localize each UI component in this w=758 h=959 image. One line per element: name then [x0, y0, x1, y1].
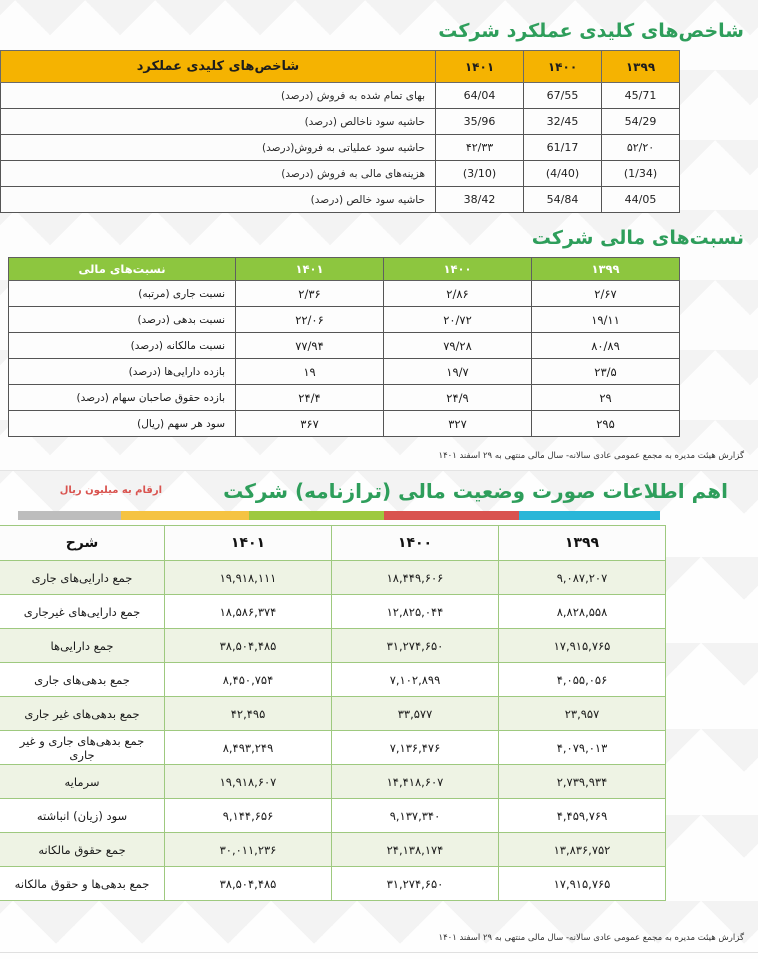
balance-cell-1399: ۱۷,۹۱۵,۷۶۵ [499, 867, 666, 901]
kpi-cell-1401: 64/04 [436, 83, 524, 109]
balance-row-label: جمع بدهی‌های غیر جاری [0, 697, 165, 731]
table-row [1, 135, 680, 161]
table-row [0, 697, 666, 731]
balance-row-label: جمع بدهی‌ها و حقوق مالکانه [0, 867, 165, 901]
table-row [0, 867, 666, 901]
balance-row-label: سرمایه [0, 765, 165, 799]
balance-header-year-1401: ۱۴۰۱ [165, 526, 332, 561]
balance-row-label: جمع دارایی‌های غیرجاری [0, 595, 165, 629]
kpi-cell-1401: ۴۲/۳۳ [436, 135, 524, 161]
kpi-cell-1400: 54/84 [524, 187, 602, 213]
color-bar-segment-3 [249, 511, 384, 520]
ratio-cell-1401: ۲۲/۰۶ [236, 307, 384, 333]
ratio-row-label: نسبت جاری (مرتبه) [9, 281, 236, 307]
kpi-header-label: شاخص‌های کلیدی عملکرد [1, 51, 436, 83]
kpi-cell-1400: 67/55 [524, 83, 602, 109]
table-row [9, 307, 680, 333]
ratio-row-label: نسبت بدهی (درصد) [9, 307, 236, 333]
balance-row-label: جمع حقوق مالکانه [0, 833, 165, 867]
ratio-cell-1399: ۱۹/۱۱ [532, 307, 680, 333]
balance-unit-note: ارقام به میلیون ریال [59, 485, 162, 496]
ratio-cell-1401: ۳۶۷ [236, 411, 384, 437]
table-row [9, 359, 680, 385]
kpi-header-year-1400: ۱۴۰۰ [524, 51, 602, 83]
balance-cell-1400: ۲۴,۱۳۸,۱۷۴ [332, 833, 499, 867]
balance-cell-1401: ۴۲,۴۹۵ [165, 697, 332, 731]
balance-row-label: جمع دارایی‌های جاری [0, 561, 165, 595]
balance-cell-1399: ۴,۴۵۹,۷۶۹ [499, 799, 666, 833]
ratio-cell-1401: ۲۴/۴ [236, 385, 384, 411]
table-row [0, 629, 666, 663]
kpi-cell-1399: ۵۲/۲۰ [602, 135, 680, 161]
report-page-top [0, 0, 758, 470]
kpi-section-title: شاخص‌های کلیدی عملکرد شرکت [438, 20, 744, 42]
balance-section-header [0, 471, 758, 525]
ratio-cell-1400: ۲۰/۷۲ [384, 307, 532, 333]
decorative-color-bar [18, 511, 660, 520]
kpi-cell-1400: 61/17 [524, 135, 602, 161]
footer-divider [0, 952, 758, 953]
balance-cell-1399: ۲۳,۹۵۷ [499, 697, 666, 731]
kpi-row-label: حاشیه سود ناخالص (درصد) [1, 109, 436, 135]
balance-cell-1399: ۸,۸۲۸,۵۵۸ [499, 595, 666, 629]
balance-cell-1400: ۱۴,۴۱۸,۶۰۷ [332, 765, 499, 799]
balance-cell-1400: ۹,۱۳۷,۳۴۰ [332, 799, 499, 833]
balance-cell-1400: ۳۱,۲۷۴,۶۵۰ [332, 867, 499, 901]
kpi-header-year-1401: ۱۴۰۱ [436, 51, 524, 83]
ratio-cell-1399: ۲۹۵ [532, 411, 680, 437]
ratio-header-year-1401: ۱۴۰۱ [236, 258, 384, 281]
table-row [0, 799, 666, 833]
balance-sheet-table [0, 525, 666, 901]
kpi-row-label: بهای تمام شده به فروش (درصد) [1, 83, 436, 109]
kpi-cell-1401: 38/42 [436, 187, 524, 213]
balance-cell-1401: ۱۹,۹۱۸,۶۰۷ [165, 765, 332, 799]
kpi-cell-1401: (3/10) [436, 161, 524, 187]
balance-header-label: شرح [0, 526, 165, 561]
kpi-table-wrapper [0, 50, 758, 213]
ratio-cell-1399: ۲/۶۷ [532, 281, 680, 307]
balance-cell-1399: ۱۳,۸۳۶,۷۵۲ [499, 833, 666, 867]
balance-cell-1401: ۹,۱۴۴,۶۵۶ [165, 799, 332, 833]
ratio-table [8, 257, 680, 437]
table-row [9, 385, 680, 411]
ratio-row-label: سود هر سهم (ریال) [9, 411, 236, 437]
balance-cell-1399: ۴,۰۵۵,۰۵۶ [499, 663, 666, 697]
balance-cell-1401: ۱۹,۹۱۸,۱۱۱ [165, 561, 332, 595]
ratio-cell-1400: ۳۲۷ [384, 411, 532, 437]
balance-cell-1401: ۳۰,۰۱۱,۲۳۶ [165, 833, 332, 867]
balance-cell-1401: ۸,۴۹۳,۲۴۹ [165, 731, 332, 765]
balance-cell-1400: ۳۱,۲۷۴,۶۵۰ [332, 629, 499, 663]
table-row [9, 281, 680, 307]
balance-cell-1400: ۱۲,۸۲۵,۰۴۴ [332, 595, 499, 629]
balance-cell-1400: ۱۸,۴۴۹,۶۰۶ [332, 561, 499, 595]
ratio-cell-1401: ۷۷/۹۴ [236, 333, 384, 359]
color-bar-segment-2 [384, 511, 519, 520]
balance-table-wrapper [0, 525, 758, 901]
balance-cell-1399: ۱۷,۹۱۵,۷۶۵ [499, 629, 666, 663]
table-row [9, 333, 680, 359]
color-bar-segment-5 [18, 511, 121, 520]
kpi-cell-1399: 54/29 [602, 109, 680, 135]
color-bar-segment-4 [121, 511, 249, 520]
kpi-cell-1400: (4/40) [524, 161, 602, 187]
ratio-cell-1401: ۲/۳۶ [236, 281, 384, 307]
ratio-cell-1399: ۸۰/۸۹ [532, 333, 680, 359]
kpi-row-label: هزینه‌های مالی به فروش (درصد) [1, 161, 436, 187]
balance-cell-1400: ۷,۱۰۲,۸۹۹ [332, 663, 499, 697]
balance-cell-1399: ۴,۰۷۹,۰۱۳ [499, 731, 666, 765]
page-footer-bottom: گزارش هیئت مدیره به مجمع عمومی عادی سالانه- سال مالی منتهی به ۲۹ اسفند ۱۴۰۱ [438, 933, 744, 943]
table-row [9, 411, 680, 437]
balance-header-year-1399: ۱۳۹۹ [499, 526, 666, 561]
table-row [0, 595, 666, 629]
balance-row-label: جمع بدهی‌های جاری و غیر جاری [0, 731, 165, 765]
table-row [1, 161, 680, 187]
ratio-header-row [9, 258, 680, 281]
report-page-bottom [0, 471, 758, 959]
ratio-cell-1400: ۷۹/۲۸ [384, 333, 532, 359]
balance-section-title: اهم اطلاعات صورت وضعیت مالی (ترازنامه) شرکت [223, 479, 728, 503]
ratio-cell-1400: ۲/۸۶ [384, 281, 532, 307]
table-row [1, 83, 680, 109]
kpi-cell-1399: 45/71 [602, 83, 680, 109]
table-row [0, 731, 666, 765]
ratio-header-year-1400: ۱۴۰۰ [384, 258, 532, 281]
ratio-cell-1400: ۲۴/۹ [384, 385, 532, 411]
table-row [0, 833, 666, 867]
ratio-section-title: نسبت‌های مالی شرکت [531, 227, 744, 249]
ratio-header-year-1399: ۱۳۹۹ [532, 258, 680, 281]
page-footer-top: گزارش هیئت مدیره به مجمع عمومی عادی سالانه- سال مالی منتهی به ۲۹ اسفند ۱۴۰۱ [438, 451, 744, 461]
ratio-row-label: نسبت مالکانه (درصد) [9, 333, 236, 359]
ratio-cell-1399: ۲۳/۵ [532, 359, 680, 385]
balance-cell-1401: ۳۸,۵۰۴,۴۸۵ [165, 867, 332, 901]
kpi-cell-1401: 35/96 [436, 109, 524, 135]
balance-cell-1401: ۱۸,۵۸۶,۳۷۴ [165, 595, 332, 629]
balance-cell-1401: ۳۸,۵۰۴,۴۸۵ [165, 629, 332, 663]
balance-header-row [0, 526, 666, 561]
balance-header-year-1400: ۱۴۰۰ [332, 526, 499, 561]
kpi-header-year-1399: ۱۳۹۹ [602, 51, 680, 83]
ratio-header-label: نسبت‌های مالی [9, 258, 236, 281]
balance-cell-1400: ۳۳,۵۷۷ [332, 697, 499, 731]
kpi-cell-1399: (1/34) [602, 161, 680, 187]
table-row [1, 187, 680, 213]
kpi-table [0, 50, 680, 213]
balance-row-label: سود (زیان) انباشته [0, 799, 165, 833]
ratio-table-wrapper [0, 257, 758, 437]
ratio-row-label: بازده دارایی‌ها (درصد) [9, 359, 236, 385]
ratio-cell-1400: ۱۹/۷ [384, 359, 532, 385]
ratio-cell-1401: ۱۹ [236, 359, 384, 385]
ratio-cell-1399: ۲۹ [532, 385, 680, 411]
kpi-cell-1400: 32/45 [524, 109, 602, 135]
balance-row-label: جمع دارایی‌ها [0, 629, 165, 663]
table-row [0, 663, 666, 697]
balance-row-label: جمع بدهی‌های جاری [0, 663, 165, 697]
kpi-row-label: حاشیه سود خالص (درصد) [1, 187, 436, 213]
balance-cell-1399: ۲,۷۳۹,۹۳۴ [499, 765, 666, 799]
table-row [1, 109, 680, 135]
color-bar-segment-1 [519, 511, 660, 520]
balance-cell-1401: ۸,۴۵۰,۷۵۴ [165, 663, 332, 697]
kpi-header-row [1, 51, 680, 83]
table-row [0, 765, 666, 799]
ratio-row-label: بازده حقوق صاحبان سهام (درصد) [9, 385, 236, 411]
balance-cell-1400: ۷,۱۳۶,۴۷۶ [332, 731, 499, 765]
kpi-row-label: حاشیه سود عملیاتی به فروش(درصد) [1, 135, 436, 161]
kpi-cell-1399: 44/05 [602, 187, 680, 213]
table-row [0, 561, 666, 595]
balance-cell-1399: ۹,۰۸۷,۲۰۷ [499, 561, 666, 595]
